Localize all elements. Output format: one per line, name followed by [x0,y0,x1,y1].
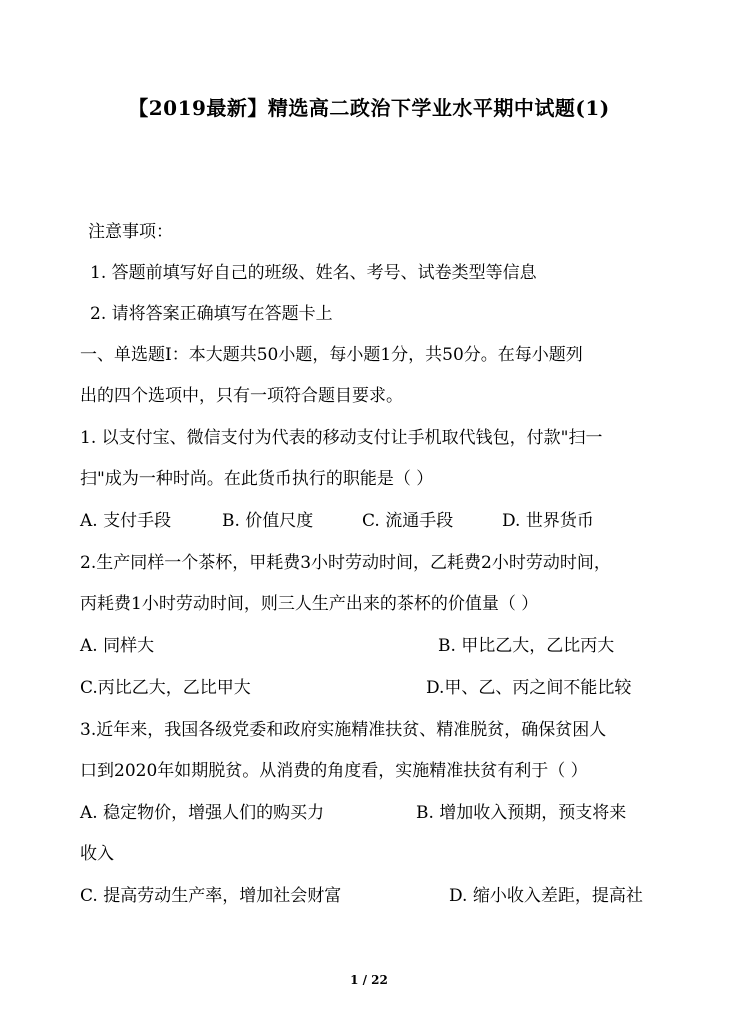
question-1-option-b: B. 价值尺度 [222,511,314,531]
question-3-line-1: 3.近年来，我国各级党委和政府实施精准扶贫、精准脱贫，确保贫困人 [80,720,607,740]
page-number: 1 / 22 [350,973,388,987]
question-3-option-d: D. 缩小收入差距，提高社 [449,886,643,906]
question-2-line-2: 丙耗费1小时劳动时间，则三人生产出来的茶杯的价值量（ ） [80,594,539,614]
section-heading-line-1: 一、单选题I：本大题共50小题，每小题1分，共50分。在每小题列 [80,345,583,365]
page-title: 【2019最新】精选高二政治下学业水平期中试题(1) [128,96,610,120]
question-3-option-b-continued: 收入 [80,844,114,864]
question-2-option-b: B. 甲比乙大，乙比丙大 [438,636,615,656]
question-3-line-2: 口到2020年如期脱贫。从消费的角度看，实施精准扶贫有利于（ ） [80,761,588,781]
question-1-line-1: 1. 以支付宝、微信支付为代表的移动支付让手机取代钱包，付款"扫一 [80,428,603,448]
question-1-option-a: A. 支付手段 [80,511,172,531]
section-heading-line-2: 出的四个选项中，只有一项符合题目要求。 [80,386,403,406]
notice-heading: 注意事项： [88,222,173,242]
notice-item-1: 1. 答题前填写好自己的班级、姓名、考号、试卷类型等信息 [90,263,537,283]
question-3-option-b: B. 增加收入预期，预支将来 [416,803,627,823]
question-1-option-c: C. 流通手段 [362,511,454,531]
question-2-line-1: 2.生产同样一个茶杯，甲耗费3小时劳动时间，乙耗费2小时劳动时间， [80,553,611,573]
question-2-option-a: A. 同样大 [80,636,155,656]
question-3-option-c: C. 提高劳动生产率，增加社会财富 [80,886,342,906]
question-3-option-a: A. 稳定物价，增强人们的购买力 [80,803,325,823]
notice-item-2: 2. 请将答案正确填写在答题卡上 [90,304,333,324]
question-1-option-d: D. 世界货币 [502,511,594,531]
question-1-line-2: 扫"成为一种时尚。在此货币执行的职能是（ ） [80,469,434,489]
question-2-option-c: C.丙比乙大，乙比甲大 [80,678,251,698]
question-2-option-d: D.甲、乙、丙之间不能比较 [426,678,632,698]
